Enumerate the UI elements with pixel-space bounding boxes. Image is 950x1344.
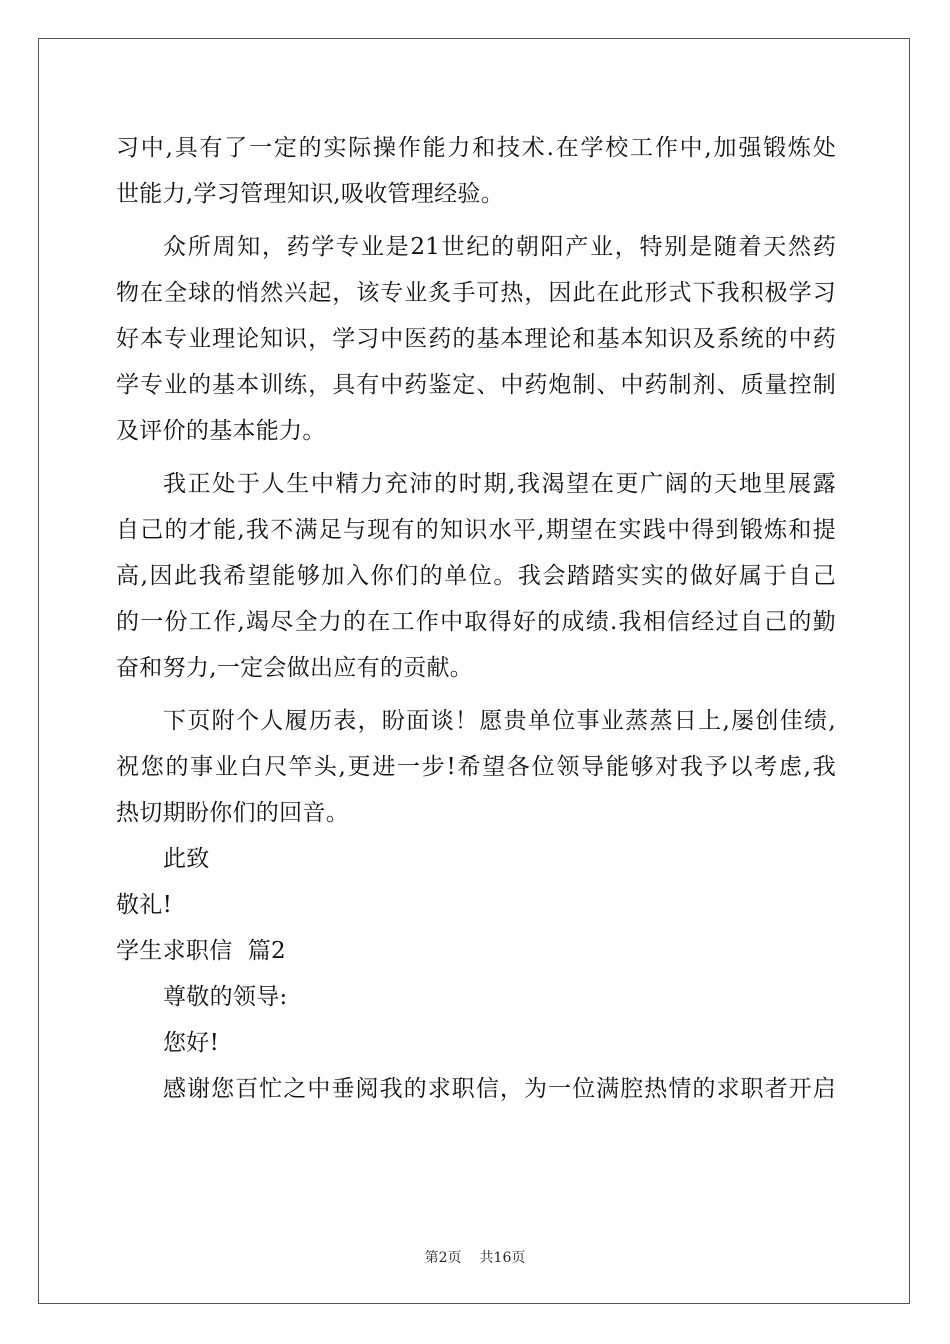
salutation-line: 敬礼! — [116, 892, 173, 918]
greeting-line: 尊敬的领导: — [163, 984, 288, 1010]
section-heading: 学生求职信 篇2 — [116, 938, 286, 964]
text-line: 自己的才能,我不满足与现有的知识水平,期望在实践中得到锻炼和提 — [116, 517, 836, 543]
text-line: 我正处于人生中精力充沛的时期,我渴望在更广阔的天地里展露 — [163, 471, 836, 497]
page-number-total: 共16页 — [479, 1250, 526, 1266]
text-line: 热切期盼你们的回音。 — [116, 800, 349, 826]
page-number-current: 第2页 — [424, 1250, 462, 1266]
text-line: 及评价的基本能力。 — [116, 418, 326, 444]
text-line: 习中,具有了一定的实际操作能力和技术.在学校工作中,加强锻炼处 — [116, 135, 836, 161]
text-line: 世能力,学习管理知识,吸收管理经验。 — [116, 181, 505, 207]
text-line: 高,因此我希望能够加入你们的单位。我会踏踏实实的做好属于自己 — [116, 563, 836, 589]
text-line: 众所周知，药学专业是21世纪的朝阳产业，特别是随着天然药 — [163, 234, 836, 260]
text-line: 学专业的基本训练，具有中药鉴定、中药炮制、中药制剂、质量控制 — [116, 372, 836, 398]
text-line: 祝您的事业白尺竿头,更进一步!希望各位领导能够对我予以考虑,我 — [116, 754, 836, 780]
page-footer — [0, 1247, 950, 1267]
document-body — [116, 125, 836, 1112]
closing-line: 此致 — [163, 846, 210, 872]
text-line: 物在全球的悄然兴起，该专业炙手可热，因此在此形式下我积极学习 — [116, 280, 836, 306]
text-line: 下页附个人履历表，盼面谈！愿贵单位事业蒸蒸日上,屡创佳绩, — [163, 708, 836, 734]
text-line: 好本专业理论知识，学习中医药的基本理论和基本知识及系统的中药 — [116, 326, 836, 352]
greeting-line: 您好! — [163, 1030, 220, 1056]
text-line: 奋和努力,一定会做出应有的贡献。 — [116, 655, 474, 681]
text-line: 感谢您百忙之中垂阅我的求职信，为一位满腔热情的求职者开启 — [163, 1076, 836, 1102]
text-line: 的一份工作,竭尽全力的在工作中取得好的成绩.我相信经过自己的勤 — [116, 609, 836, 635]
